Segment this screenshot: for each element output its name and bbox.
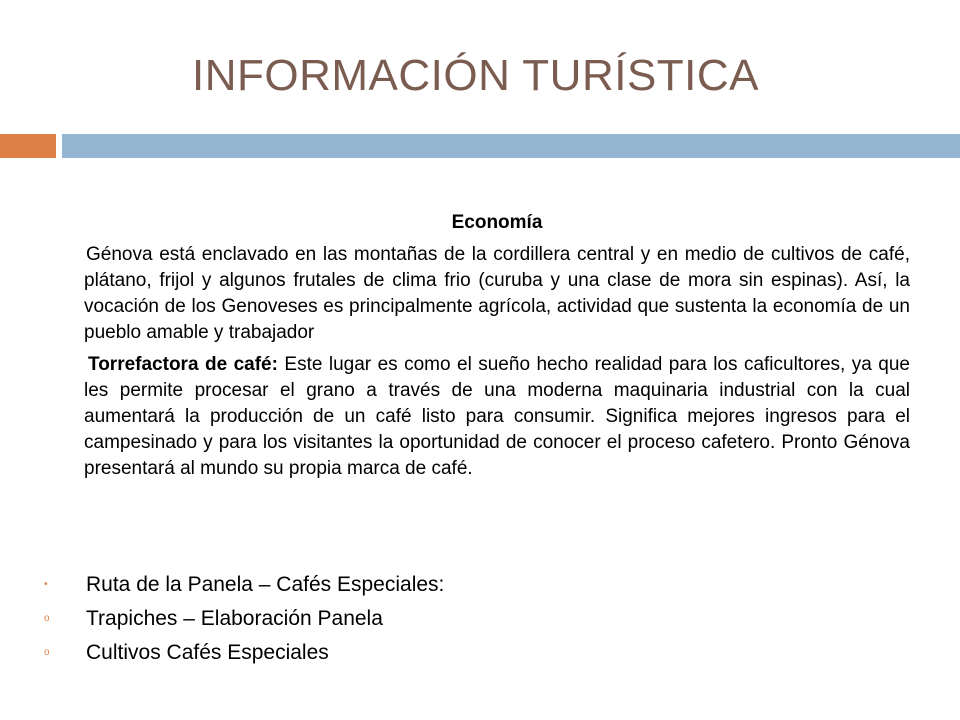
slide-title: INFORMACIÓN TURÍSTICA xyxy=(192,51,760,100)
accent-bar-orange xyxy=(0,134,56,158)
torrefactora-label: Torrefactora de café: xyxy=(88,354,278,375)
content-body xyxy=(84,210,910,488)
bullet-dot-icon: • xyxy=(44,579,48,590)
bullet-circle-icon: o xyxy=(44,647,50,658)
section-heading: Economía xyxy=(451,212,543,233)
list-item-text: Cultivos Cafés Especiales xyxy=(86,641,329,664)
bullet-circle-icon: o xyxy=(44,613,50,624)
list-item xyxy=(44,602,914,636)
list-item xyxy=(44,568,914,602)
economy-paragraph: Génova está enclavado en las montañas de la cordillera central y en medio de cultivos de café, plátano, frijol y algunos frutales de clima frio (curuba y una clase de mora sin espinas). Así, la vocación de los Genoveses es principalmente agrícola, actividad que sustenta la economía de un pueblo amable y trabajador xyxy=(84,244,910,343)
list-item-text: Trapiches – Elaboración Panela xyxy=(86,607,383,630)
torrefactora-paragraph xyxy=(84,352,910,482)
bullet-list xyxy=(44,568,914,670)
list-item-text: Ruta de la Panela – Cafés Especiales: xyxy=(86,573,445,596)
list-item xyxy=(44,636,914,670)
accent-bar-blue xyxy=(62,134,960,158)
torrefactora-text: Este lugar es como el sueño hecho realidad para los caficultores, ya que les permite procesar el grano a través de una moderna maquinaria industrial con la cual aumentará la producción de un café listo para consumir. Significa mejores ingresos para el campesinado y para los visitantes la oportunidad de conocer el proceso cafetero. Pronto Génova presentará al mundo su propia marca de café. xyxy=(84,354,910,479)
